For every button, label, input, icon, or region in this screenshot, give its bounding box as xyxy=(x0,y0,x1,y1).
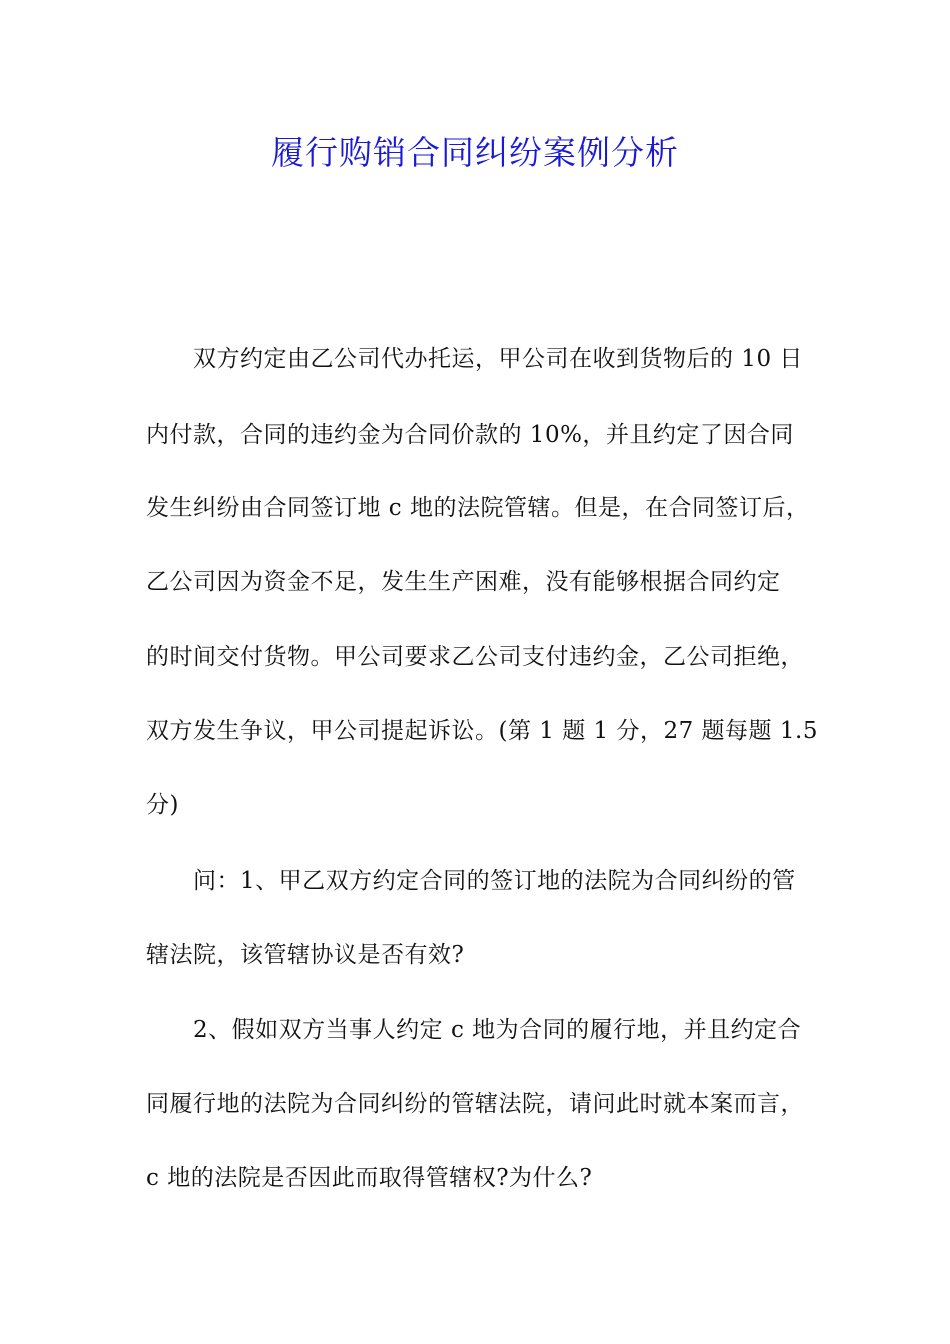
body-line: 问：1、甲乙双方约定合同的签订地的法院为合同纠纷的管 xyxy=(146,868,796,894)
body-line: 内付款，合同的违约金为合同价款的 10%，并且约定了因合同 xyxy=(146,422,794,448)
body-line: c 地的法院是否因此而取得管辖权?为什么? xyxy=(146,1165,593,1191)
document-title: 履行购销合同纠纷案例分析 xyxy=(271,133,679,172)
body-line: 双方发生争议，甲公司提起诉讼。(第 1 题 1 分，27 题每题 1.5 xyxy=(146,718,818,744)
body-line: 分) xyxy=(146,792,179,818)
body-line: 同履行地的法院为合同纠纷的管辖法院，请问此时就本案而言， xyxy=(146,1091,804,1117)
body-line: 辖法院，该管辖协议是否有效? xyxy=(146,942,465,968)
body-line: 双方约定由乙公司代办托运，甲公司在收到货物后的 10 日 xyxy=(146,346,803,372)
body-line: 发生纠纷由合同签订地 c 地的法院管辖。但是，在合同签订后， xyxy=(146,495,810,521)
body-line: 的时间交付货物。甲公司要求乙公司支付违约金，乙公司拒绝， xyxy=(146,644,804,670)
body-line: 2、假如双方当事人约定 c 地为合同的履行地，并且约定合 xyxy=(146,1017,802,1043)
body-line: 乙公司因为资金不足，发生生产困难，没有能够根据合同约定 xyxy=(146,569,781,595)
